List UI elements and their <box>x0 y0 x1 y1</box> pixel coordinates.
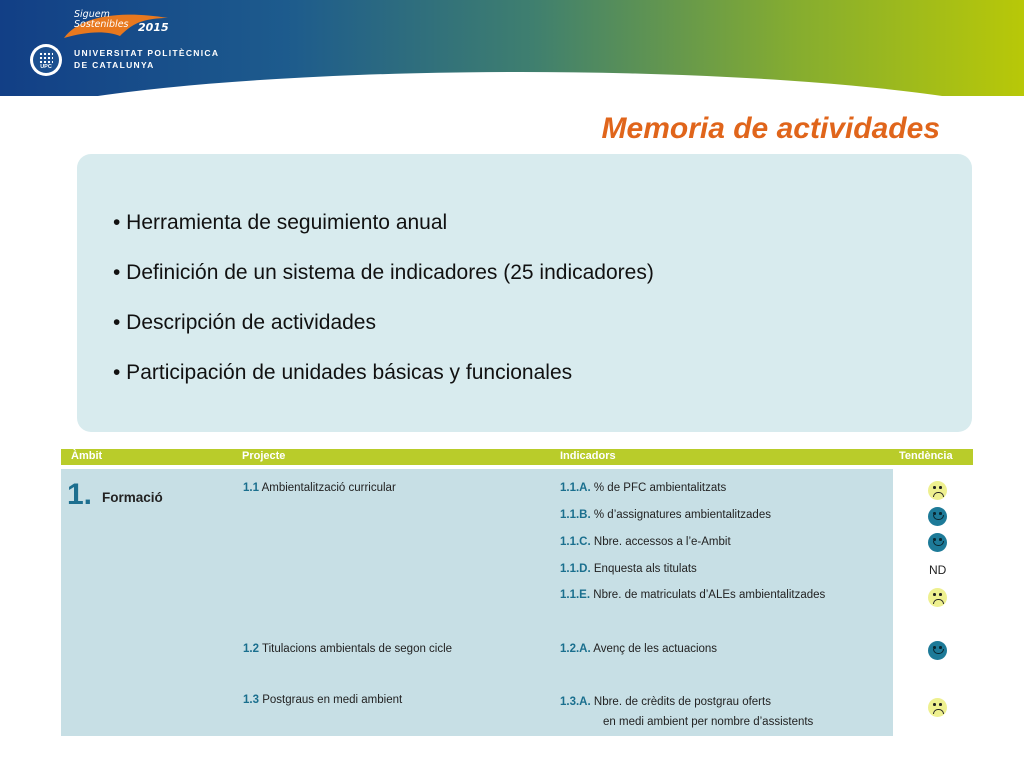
bullet-panel <box>77 154 972 432</box>
indicator-text: % de PFC ambientalitzats <box>593 482 727 494</box>
indicator-code: 1.1.B. <box>560 509 591 521</box>
face-mouth <box>933 649 944 654</box>
indicator-code: 1.2.A. <box>560 643 591 655</box>
indicator-row <box>560 482 726 494</box>
indicator-code: 1.1.E. <box>560 589 591 601</box>
face-eye <box>933 486 936 489</box>
face-eye <box>933 703 936 706</box>
bullet-item: • Herramienta de seguimiento anual <box>113 211 448 234</box>
upc-logo-text: UPC <box>40 64 52 70</box>
indicator-code: 1.1.A. <box>560 482 591 494</box>
project-row <box>243 643 452 655</box>
column-header-ambit: Àmbit <box>71 450 103 462</box>
university-line2: DE CATALUNYA <box>74 60 155 70</box>
indicator-row <box>560 696 771 708</box>
indicator-text-continuation: en medi ambient per nombre d’assistents <box>603 716 814 728</box>
upc-logo-dots <box>39 52 53 64</box>
indicator-text: Avenç de les actuacions <box>593 643 718 655</box>
campaign-text <box>74 10 129 30</box>
indicator-row <box>560 563 697 575</box>
bullet-list <box>113 210 654 410</box>
project-name: Titulacions ambientals de segon cicle <box>262 643 453 655</box>
sad-face-icon <box>928 698 947 717</box>
indicator-text: % d’assignatures ambientalitzades <box>593 509 771 521</box>
happy-face-icon <box>928 533 947 552</box>
slide-title: Memoria de actividades <box>601 112 940 145</box>
section-number: 1. <box>67 478 93 511</box>
face-mouth <box>933 541 944 546</box>
column-header-projecte: Projecte <box>242 450 286 462</box>
project-name: Postgraus en medi ambient <box>262 694 403 706</box>
face-mouth <box>933 599 944 604</box>
face-mouth <box>933 515 944 520</box>
indicator-text: Nbre. de matriculats d’ALEs ambientalitzades <box>593 589 826 601</box>
indicator-code: 1.3.A. <box>560 696 591 708</box>
trend-not-available: ND <box>929 563 947 577</box>
section-name: Formació <box>102 490 163 505</box>
project-code: 1.2 <box>243 643 259 655</box>
indicator-row <box>560 643 717 655</box>
project-row <box>243 482 396 494</box>
project-code: 1.1 <box>243 482 259 494</box>
project-name: Ambientalització curricular <box>261 482 396 494</box>
university-name <box>74 47 219 71</box>
project-code: 1.3 <box>243 694 259 706</box>
upc-logo <box>30 44 62 76</box>
project-row <box>243 694 402 706</box>
upc-logo-disc <box>33 47 59 73</box>
sad-face-icon <box>928 588 947 607</box>
sad-face-icon <box>928 481 947 500</box>
column-header-indicadors: Indicadors <box>560 450 616 462</box>
face-mouth <box>933 709 944 714</box>
indicator-row <box>560 589 825 601</box>
indicator-row <box>560 536 731 548</box>
column-header-tendencia: Tendència <box>899 450 953 462</box>
campaign-year: 2015 <box>138 21 169 34</box>
indicator-text: Nbre. accessos a l’e-Ambit <box>593 536 731 548</box>
indicator-code: 1.1.C. <box>560 536 591 548</box>
face-eye <box>939 486 942 489</box>
indicator-text: Enquesta als titulats <box>593 563 697 575</box>
campaign-line2: Sostenibles <box>74 19 129 30</box>
campaign-line1: Siguem <box>74 9 110 20</box>
indicator-text: Nbre. de crèdits de postgrau oferts <box>593 696 771 708</box>
face-eye <box>933 593 936 596</box>
bullet-item: • Participación de unidades básicas y funcionales <box>113 361 573 384</box>
table-header <box>61 449 973 465</box>
face-eye <box>939 703 942 706</box>
happy-face-icon <box>928 507 947 526</box>
face-eye <box>939 593 942 596</box>
face-mouth <box>933 492 944 497</box>
bullet-item: • Descripción de actividades <box>113 311 376 334</box>
indicator-row <box>560 509 771 521</box>
university-line1: UNIVERSITAT POLITÈCNICA <box>74 48 220 58</box>
indicator-code: 1.1.D. <box>560 563 591 575</box>
happy-face-icon <box>928 641 947 660</box>
bullet-item: • Definición de un sistema de indicadores (25 indicadores) <box>113 261 654 284</box>
